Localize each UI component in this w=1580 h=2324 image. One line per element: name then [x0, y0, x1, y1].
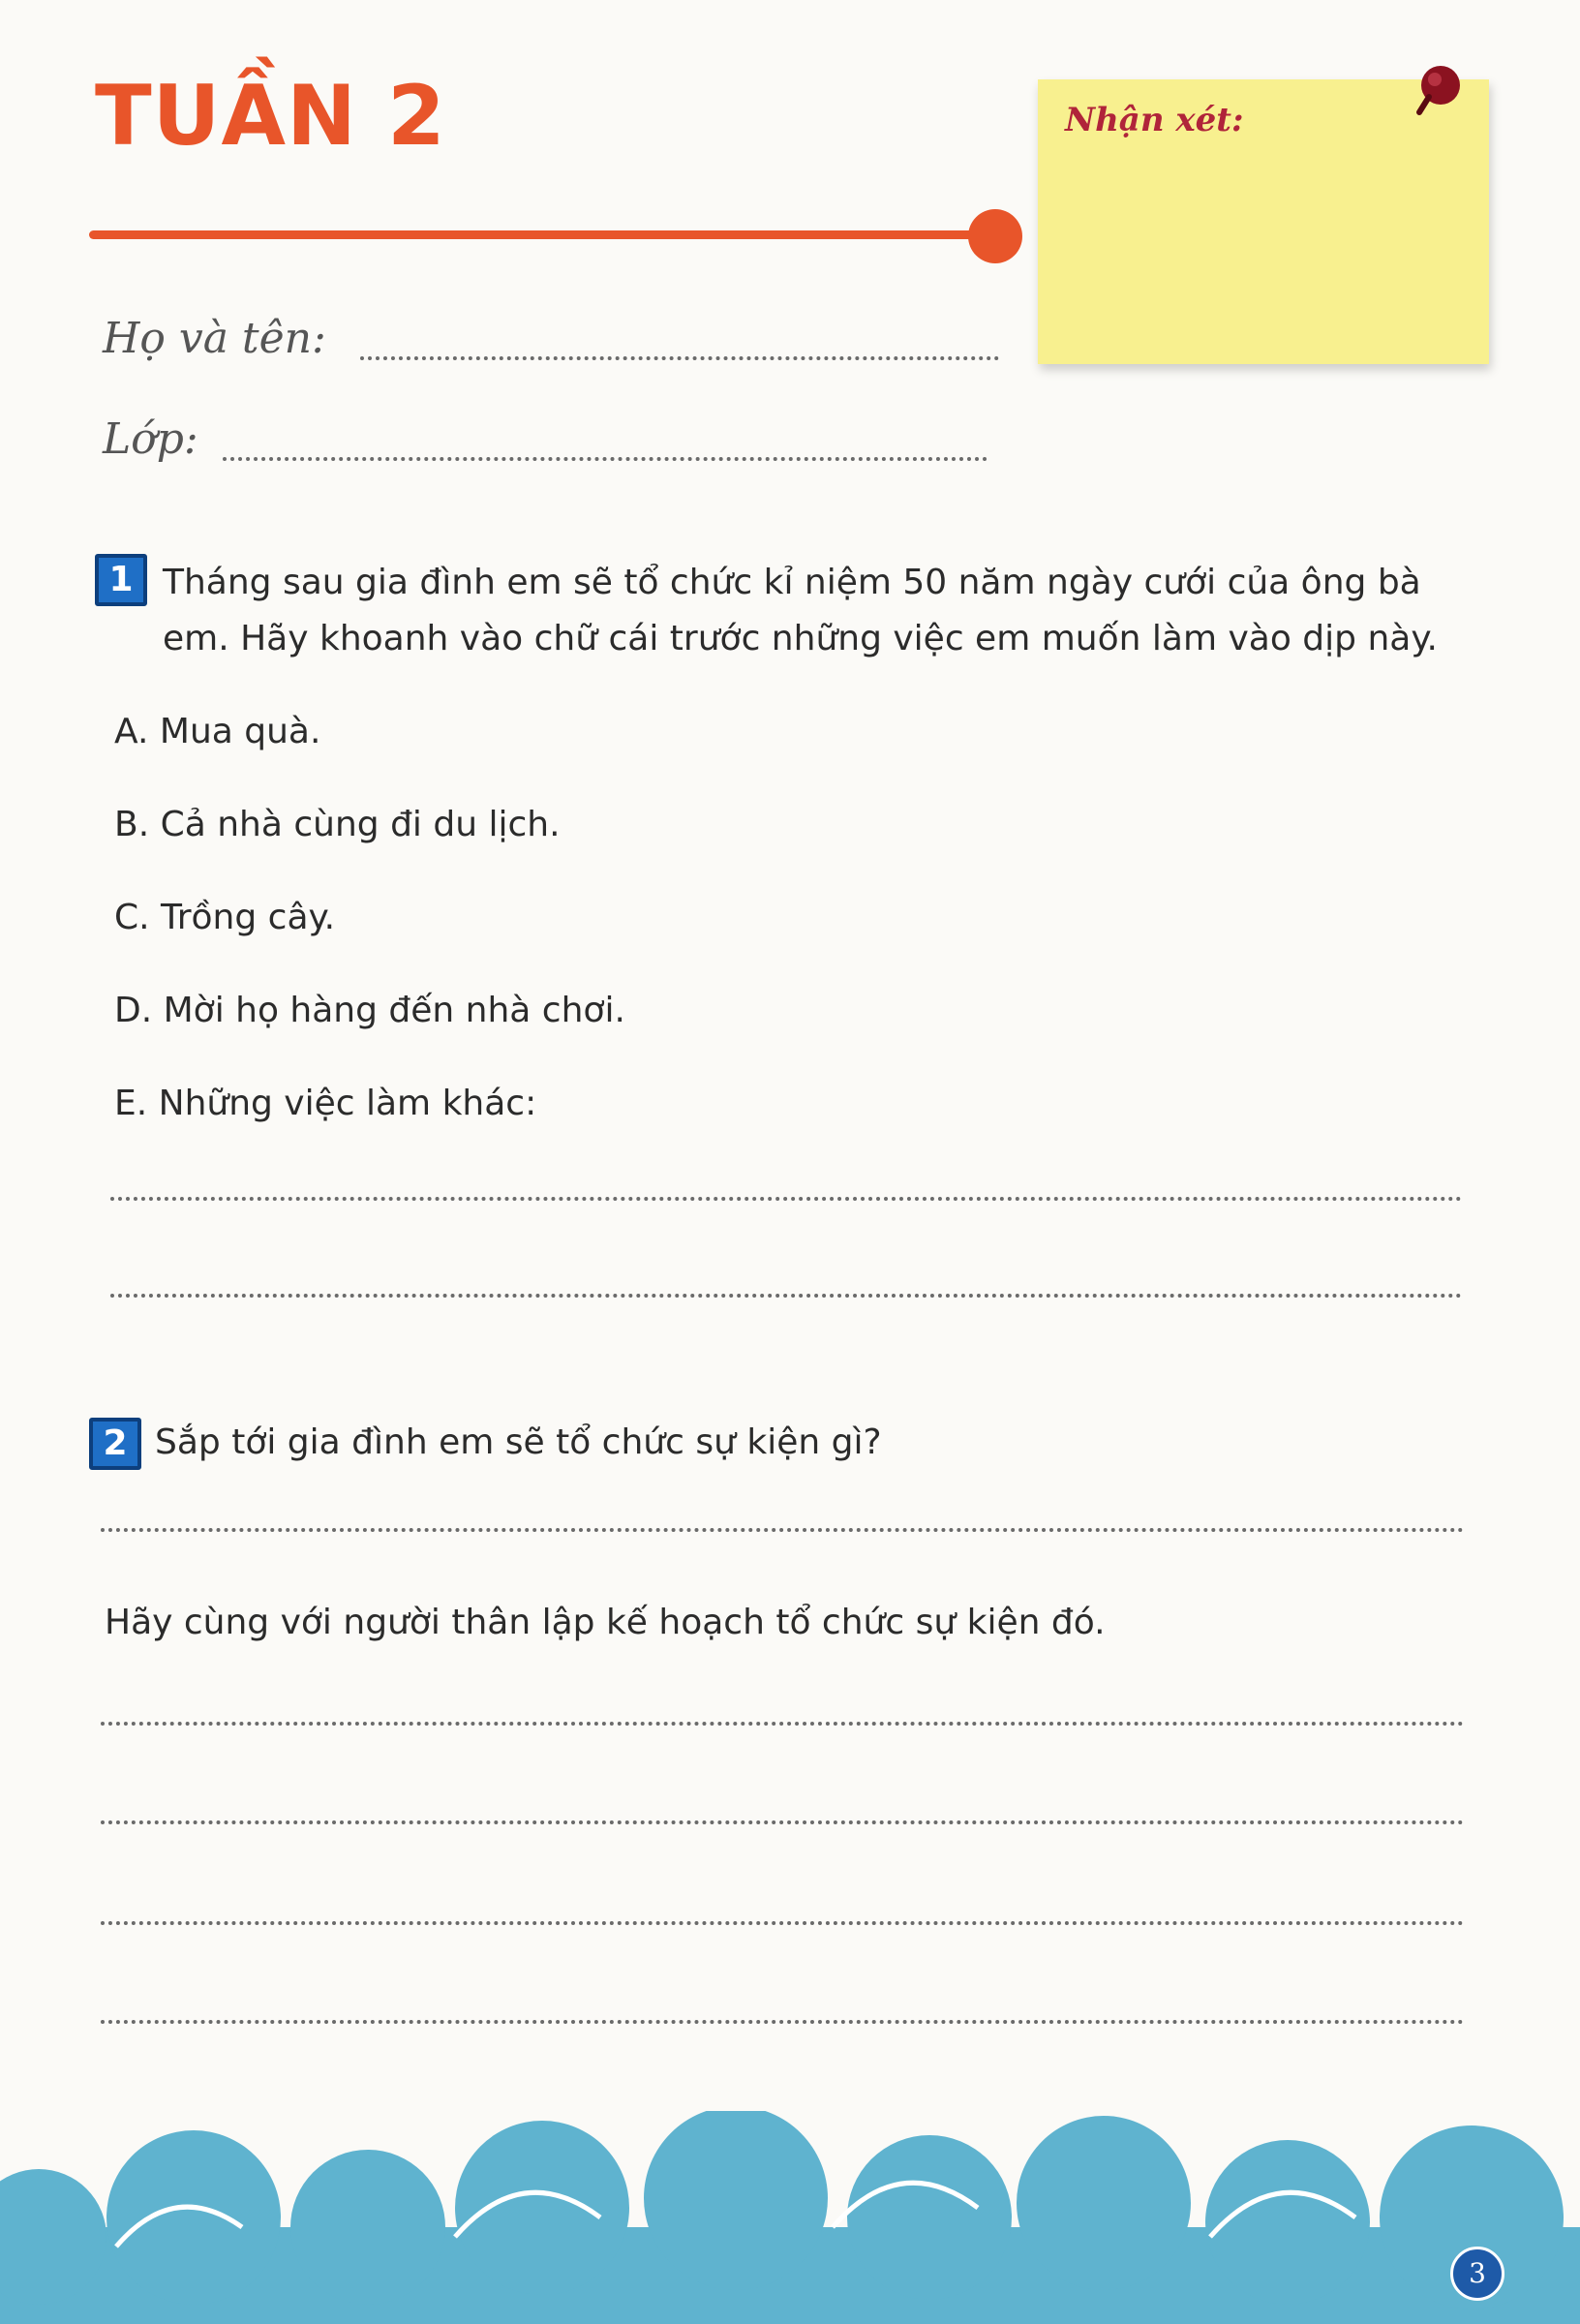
question-2-prompt: Sắp tới gia đình em sẽ tổ chức sự kiện gì?: [155, 1422, 882, 1462]
name-label: Họ và tên:: [103, 314, 326, 363]
comment-note[interactable]: [1038, 79, 1489, 364]
question-2-badge: 2: [89, 1418, 141, 1470]
note-label: Nhận xét:: [1065, 101, 1244, 139]
option-b[interactable]: B. Cả nhà cùng đi du lịch.: [114, 805, 561, 844]
option-e[interactable]: E. Những việc làm khác:: [114, 1084, 537, 1123]
question-1-line1: Tháng sau gia đình em sẽ tổ chức kỉ niệm 50 năm ngày cưới của ông bà: [163, 563, 1421, 602]
title-underline-dot: [968, 209, 1022, 263]
page-title: TUẦN 2: [95, 68, 446, 165]
cloud-footer-decoration: [0, 2111, 1580, 2324]
pushpin-icon: [1412, 62, 1468, 118]
question-2-followup: Hãy cùng với người thân lập kế hoạch tổ chức sự kiện đó.: [105, 1603, 1106, 1642]
class-field[interactable]: [223, 457, 988, 461]
name-field[interactable]: [360, 356, 999, 360]
question-1-line2: em. Hãy khoanh vào chữ cái trước những việc em muốn làm vào dịp này.: [163, 619, 1438, 658]
answer-line[interactable]: [101, 1921, 1464, 1925]
answer-line[interactable]: [101, 1722, 1464, 1726]
question-1-badge: 1: [95, 554, 147, 606]
answer-line[interactable]: [101, 2020, 1464, 2024]
answer-line[interactable]: [110, 1294, 1462, 1298]
class-label: Lớp:: [103, 414, 198, 464]
answer-line[interactable]: [101, 1820, 1464, 1824]
option-d[interactable]: D. Mời họ hàng đến nhà chơi.: [114, 991, 625, 1030]
page-number: 3: [1450, 2247, 1504, 2301]
option-c[interactable]: C. Trồng cây.: [114, 898, 336, 937]
answer-line[interactable]: [110, 1197, 1462, 1201]
option-a[interactable]: A. Mua quà.: [114, 712, 321, 751]
answer-line[interactable]: [101, 1528, 1464, 1532]
title-underline: [89, 230, 989, 239]
